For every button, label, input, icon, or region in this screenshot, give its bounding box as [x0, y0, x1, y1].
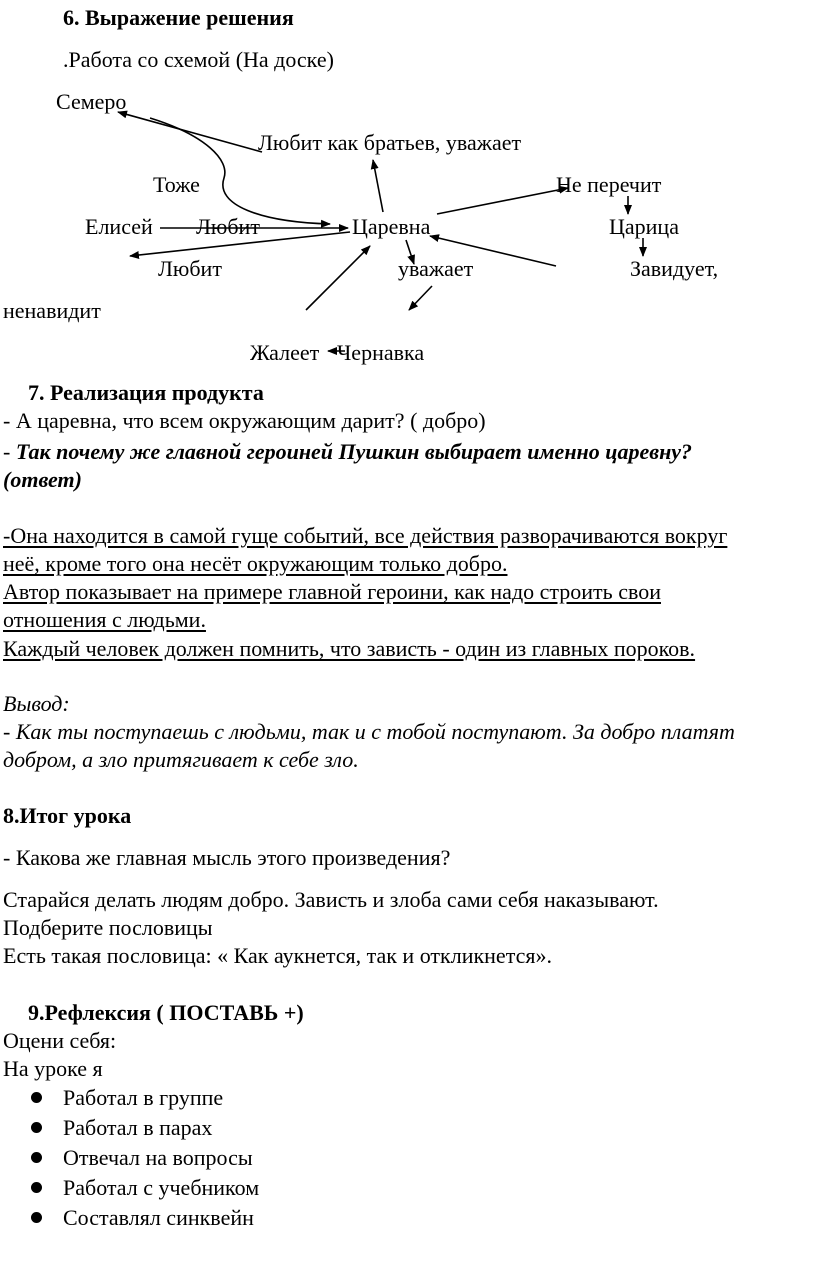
conclusion-line-1: - Как ты поступаешь с людьми, так и с тобой поступают. За добро платят — [3, 719, 735, 744]
list-item-text: Отвечал на вопросы — [63, 1145, 253, 1170]
section-8-line-2: Подберите пословицы — [3, 915, 213, 940]
section-6-subheading: .Работа со схемой (На доске) — [63, 47, 334, 72]
list-item — [0, 1173, 259, 1203]
label-uvazhaet: уважает — [398, 256, 474, 281]
section-8-question: - Какова же главная мысль этого произведения? — [3, 845, 451, 870]
label-tozhe: Тоже — [153, 172, 200, 197]
section-8-heading: 8.Итог урока — [3, 803, 132, 828]
reflection-list — [0, 1083, 259, 1233]
question-2-text: Так почему же главной героиней Пушкин выбирает именно царевну? — [15, 439, 693, 464]
section-9-line-2: На уроке я — [3, 1056, 103, 1081]
answer-line-1: -Она находится в самой гуще событий, все действия разворачиваются вокруг — [3, 523, 728, 548]
bullet-icon — [31, 1152, 42, 1163]
list-item-text: Работал в парах — [63, 1115, 213, 1140]
label-lyubit-top: Любит — [196, 214, 260, 239]
answer-line-3: Автор показывает на примере главной героини, как надо строить свои — [3, 579, 661, 604]
label-nenavidit: ненавидит — [3, 298, 101, 323]
node-tsaritsa: Царица — [609, 214, 679, 239]
label-zaviduet: Завидует, — [630, 256, 719, 281]
arrow-zhaleet-tsarevna — [306, 246, 370, 310]
node-elisey: Елисей — [85, 214, 153, 239]
question-2-dash: - — [3, 439, 16, 464]
bullet-icon — [31, 1182, 42, 1193]
conclusion-label: Вывод: — [3, 691, 70, 716]
section-6-heading: 6. Выражение решения — [63, 5, 294, 30]
conclusion-line-2: добром, а зло притягивает к себе зло. — [3, 747, 359, 772]
node-semero: Семеро — [56, 89, 127, 114]
label-lyubit-kak-bratyev: Любит как братьев, уважает — [258, 130, 522, 155]
list-item — [0, 1203, 259, 1233]
section-7-question-2 — [3, 439, 692, 465]
list-item-text: Работал с учебником — [63, 1175, 260, 1200]
section-9-line-1: Оцени себя: — [3, 1028, 117, 1053]
section-7-question-2-answer-label: (ответ) — [3, 467, 82, 492]
section-7-heading: 7. Реализация продукта — [28, 380, 264, 405]
list-item-text: Составлял синквейн — [63, 1205, 254, 1230]
section-9-heading: 9.Рефлексия ( ПОСТАВЬ +) — [28, 1000, 304, 1025]
label-zhaleet: Жалеет — [250, 340, 320, 365]
list-item — [0, 1083, 259, 1113]
node-chernavka: Чернавка — [337, 340, 425, 365]
arrow-tsarevna-neperechit — [437, 188, 568, 214]
node-tsarevna: Царевна — [352, 214, 431, 239]
list-item-text: Работал в группе — [63, 1085, 224, 1110]
bullet-icon — [31, 1092, 42, 1103]
arrow-uvazhaet-down — [409, 286, 432, 310]
section-8-line-1: Старайся делать людям добро. Зависть и злоба сами себя наказывают. — [3, 887, 659, 912]
section-8-line-3: Есть такая пословица: « Как аукнется, так и откликнется». — [3, 943, 552, 968]
answer-line-4: отношения с людьми. — [3, 607, 206, 632]
relationship-diagram — [0, 0, 816, 380]
bullet-icon — [31, 1122, 42, 1133]
label-lyubit-bottom: Любит — [158, 256, 222, 281]
answer-line-5: Каждый человек должен помнить, что зависть - один из главных пороков. — [3, 636, 696, 661]
arrow-semero-lyubit — [118, 112, 262, 152]
list-item — [0, 1113, 259, 1143]
section-7-question-1: - А царевна, что всем окружающим дарит? ( добро) — [3, 408, 486, 433]
label-ne-perechit: Не перечит — [556, 172, 662, 197]
answer-line-2: неё, кроме того она несёт окружающим только добро. — [3, 551, 508, 576]
arrow-tsarevna-to-label — [373, 160, 383, 212]
list-item — [0, 1143, 259, 1173]
bullet-icon — [31, 1212, 42, 1223]
